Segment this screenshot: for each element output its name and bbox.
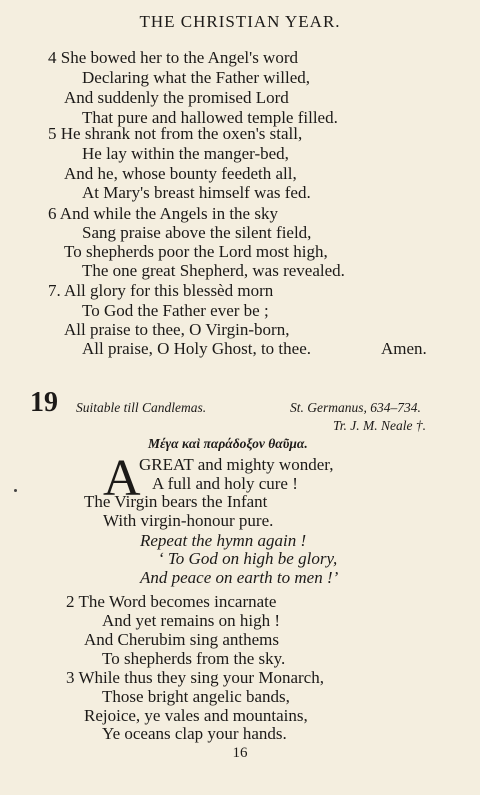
verse-line: 2 The Word becomes incarnate xyxy=(66,592,277,611)
greek-title: Μέγα καὶ παράδοξον θαῦμα. xyxy=(148,436,308,451)
hymn-season: Suitable till Candlemas. xyxy=(76,400,207,415)
hymn-number: 19 xyxy=(30,387,58,418)
verse-line: 5 He shrank not from the oxen's stall, xyxy=(48,124,303,143)
verse-line: The one great Shepherd, was revealed. xyxy=(82,261,345,280)
verse-line: And he, whose bounty feedeth all, xyxy=(64,164,297,183)
verse-line: 4 She bowed her to the Angel's word xyxy=(48,48,298,67)
running-head: THE CHRISTIAN YEAR. xyxy=(139,12,341,31)
refrain-line: And peace on earth to men !’ xyxy=(140,568,339,587)
verse-line: 6 And while the Angels in the sky xyxy=(48,204,278,223)
refrain-line: ‘ To God on high be glory, xyxy=(158,549,338,568)
verse-line: Sang praise above the silent field, xyxy=(82,223,312,242)
verse-line: To God the Father ever be ; xyxy=(82,301,269,320)
verse-line: With virgin-honour pure. xyxy=(103,511,274,530)
verse-line: A full and holy cure ! xyxy=(152,474,298,493)
verse-line: All praise to thee, O Virgin-born, xyxy=(64,320,290,339)
drop-cap: A xyxy=(103,450,141,507)
verse-line: To shepherds from the sky. xyxy=(102,649,286,668)
verse-line: 3 While thus they sing your Monarch, xyxy=(66,668,324,687)
verse-line: To shepherds poor the Lord most high, xyxy=(64,242,328,261)
amen: Amen. xyxy=(381,339,427,358)
verse-line: Rejoice, ye vales and mountains, xyxy=(84,706,308,725)
verse-line: He lay within the manger-bed, xyxy=(82,144,289,163)
verse-line: Declaring what the Father willed, xyxy=(82,68,311,87)
verse-line: The Virgin bears the Infant xyxy=(84,492,268,511)
verse-line: At Mary's breast himself was fed. xyxy=(82,183,311,202)
refrain-line: Repeat the hymn again ! xyxy=(140,531,307,550)
verse-line: All praise, O Holy Ghost, to thee. xyxy=(82,339,311,358)
verse-line: And suddenly the promised Lord xyxy=(64,88,289,107)
ink-speck xyxy=(14,489,17,492)
verse-line: Ye oceans clap your hands. xyxy=(102,724,287,743)
verse-line: And yet remains on high ! xyxy=(102,611,280,630)
verse-line: GREAT and mighty wonder, xyxy=(139,455,334,474)
hymn-author: St. Germanus, 634–734. xyxy=(290,400,421,415)
verse-line: And Cherubim sing anthems xyxy=(84,630,280,649)
verse-line: Those bright angelic bands, xyxy=(102,687,290,706)
verse-line: 7. All glory for this blessèd morn xyxy=(48,281,274,300)
page-number: 16 xyxy=(232,745,248,761)
verse-line: That pure and hallowed temple filled. xyxy=(82,108,338,127)
hymn-translator: Tr. J. M. Neale †. xyxy=(333,418,426,433)
